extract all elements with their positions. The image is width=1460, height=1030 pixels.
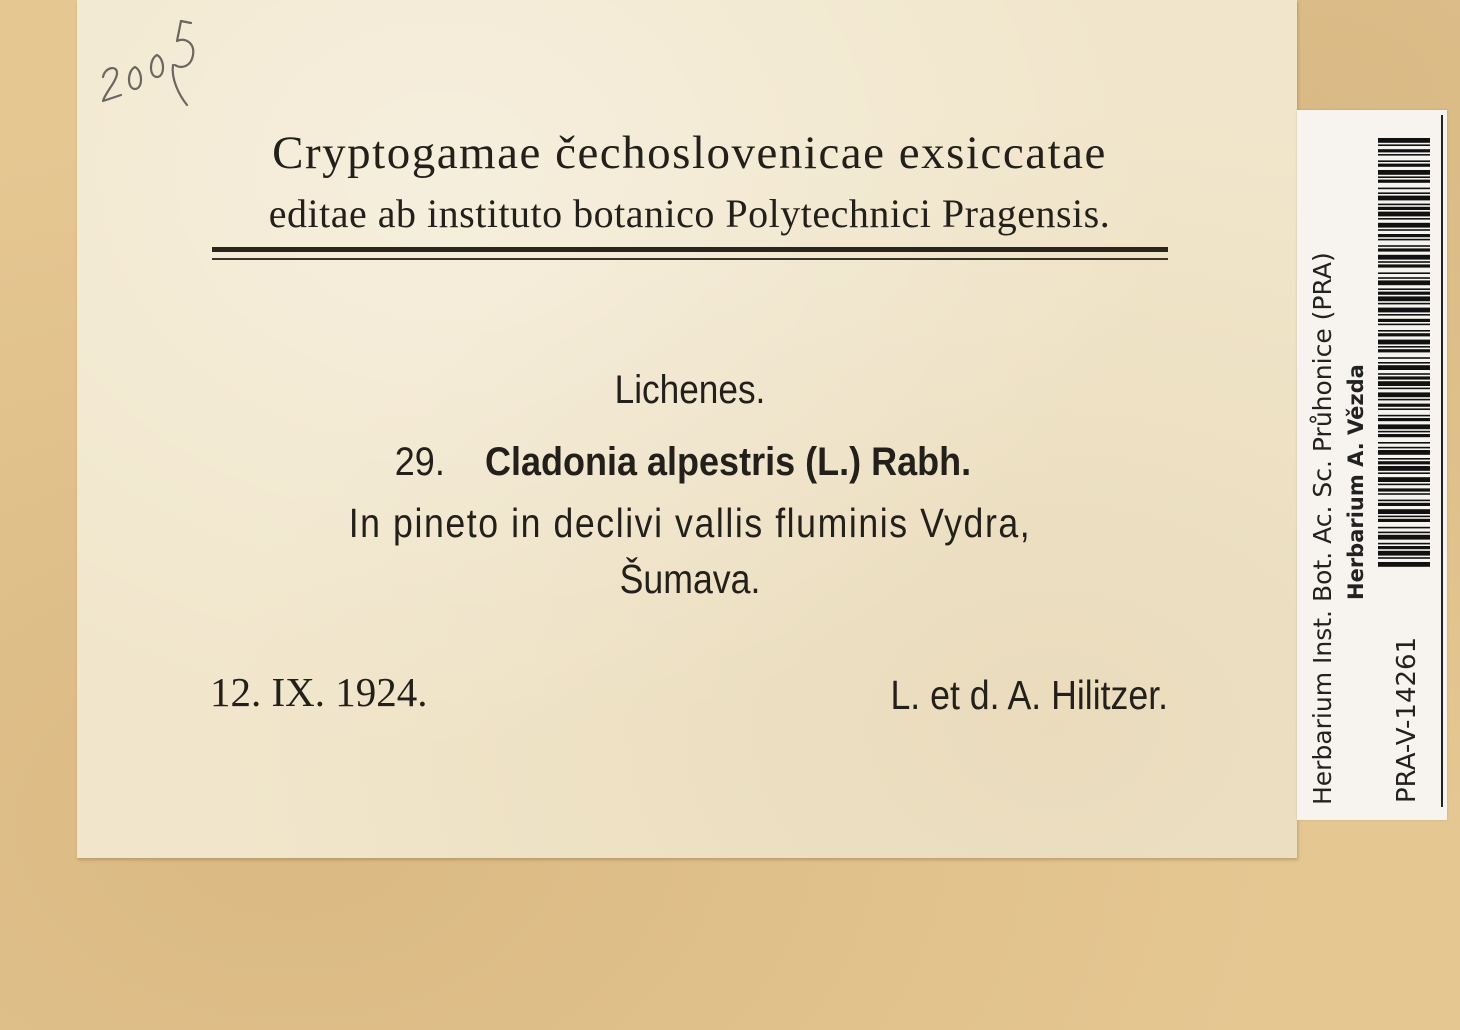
barcode-bar (1378, 170, 1430, 175)
barcode-bar (1378, 365, 1430, 370)
barcode-bar (1378, 308, 1430, 313)
barcode-bar (1378, 357, 1430, 359)
barcode-bar (1378, 458, 1430, 460)
barcode-bar (1378, 373, 1430, 375)
barcode-bar (1378, 324, 1430, 326)
barcode-bar (1378, 557, 1430, 559)
barcode-bar (1378, 138, 1430, 143)
barcode-bar (1378, 450, 1430, 455)
barcode-bar (1378, 192, 1430, 194)
barcode-bar (1378, 466, 1430, 471)
collection-date: 12. IX. 1924. (210, 669, 428, 715)
barcode-bar (1378, 229, 1430, 231)
barcode-bar (1378, 248, 1430, 251)
barcode-bar (1378, 388, 1430, 390)
barcode-bar (1378, 519, 1430, 522)
barcode-bar (1378, 154, 1430, 156)
barcode-bar (1378, 404, 1430, 407)
barcode-bar (1378, 472, 1430, 474)
barcode-bar (1378, 415, 1430, 417)
collection-title: Cryptogamae čechoslovenicae exsiccatae (272, 127, 1107, 179)
barcode-bar (1378, 280, 1430, 285)
barcode-bar (1378, 442, 1430, 444)
locality-line-1: In pineto in declivi vallis fluminis Vydra, (348, 500, 1032, 546)
barcode-bar (1378, 461, 1430, 464)
barcode-bar (1378, 418, 1430, 421)
species-line (150, 438, 1240, 486)
barcode-bar (1378, 314, 1430, 316)
handwritten-number (95, 15, 210, 115)
barcode-bar (1378, 218, 1430, 220)
barcode-bar (1378, 543, 1430, 545)
divider-thick (212, 247, 1168, 252)
barcode-bar (1378, 245, 1430, 247)
barcode-bar (1378, 149, 1430, 152)
barcode-bar (1378, 239, 1430, 241)
divider-thin (212, 258, 1168, 260)
barcode-bar (1378, 346, 1430, 348)
species-name: Cladonia alpestris (L.) Rabh. (485, 440, 972, 484)
barcode-bar (1378, 296, 1430, 301)
barcode-bar (1378, 319, 1430, 322)
barcode (1378, 138, 1430, 568)
barcode-bar (1378, 223, 1430, 228)
barcode-bar (1378, 330, 1430, 332)
barcode-bar (1378, 546, 1430, 549)
barcode-bar (1378, 204, 1430, 206)
barcode-bar (1378, 188, 1430, 190)
barcode-label-rule (1441, 115, 1443, 807)
barcode-bar (1378, 532, 1430, 534)
collection-subtitle: editae ab instituto botanico Polytechnici Pragensis. (268, 191, 1111, 236)
exsiccata-number: 29. (394, 440, 445, 484)
barcode-bar (1378, 408, 1430, 410)
barcode-bar (1378, 234, 1430, 237)
barcode-bar (1378, 376, 1430, 379)
collector: L. et d. A. Hilitzer. (890, 672, 1168, 718)
barcode-bar (1378, 340, 1430, 345)
barcode-bar (1378, 303, 1430, 305)
barcode-bar (1378, 431, 1430, 433)
barcode-bar (1378, 447, 1430, 449)
barcode-bar (1378, 277, 1430, 279)
barcode-bar (1378, 527, 1430, 529)
barcode-bar (1378, 264, 1430, 267)
locality-line-2: Šumava. (619, 556, 761, 602)
barcode-bar (1378, 176, 1430, 178)
barcode-bar (1378, 164, 1430, 167)
barcode-bar (1378, 292, 1430, 295)
barcode-bar (1378, 261, 1430, 263)
barcode-bar (1378, 272, 1430, 274)
barcode-bar (1378, 212, 1430, 217)
barcode-bar (1378, 477, 1430, 482)
barcode-bar (1378, 551, 1430, 556)
barcode-bar (1378, 535, 1430, 540)
barcode-bar (1378, 288, 1430, 290)
barcode-bar (1378, 349, 1430, 352)
barcode-bar (1378, 144, 1430, 146)
taxon-group: Lichenes. (614, 368, 766, 412)
barcode-bar (1378, 362, 1430, 364)
barcode-bar (1378, 160, 1430, 162)
barcode-bar (1378, 196, 1430, 201)
herbarium-collection: Herbarium A. Vězda (1344, 364, 1368, 600)
barcode-bar (1378, 381, 1430, 386)
barcode-bar (1378, 392, 1430, 397)
barcode-bar (1378, 424, 1430, 429)
barcode-bar (1378, 399, 1430, 401)
barcode-bar (1378, 503, 1430, 506)
barcode-bar (1378, 509, 1430, 514)
barcode-bar (1378, 180, 1430, 183)
barcode-bar (1378, 500, 1430, 502)
barcode-bar (1378, 207, 1430, 210)
barcode-bar (1378, 333, 1430, 336)
barcode-bar (1378, 562, 1430, 567)
barcode-bar (1378, 255, 1430, 260)
barcode-bar (1378, 434, 1430, 437)
barcode-bar (1378, 488, 1430, 491)
barcode-bar (1378, 484, 1430, 486)
barcode-bar (1378, 493, 1430, 495)
herbarium-institution: Herbarium Inst. Bot. Ac. Sc. Průhonice (PRA) (1308, 252, 1337, 805)
specimen-id: PRA-V-14261 (1392, 636, 1422, 803)
barcode-bar (1378, 516, 1430, 518)
